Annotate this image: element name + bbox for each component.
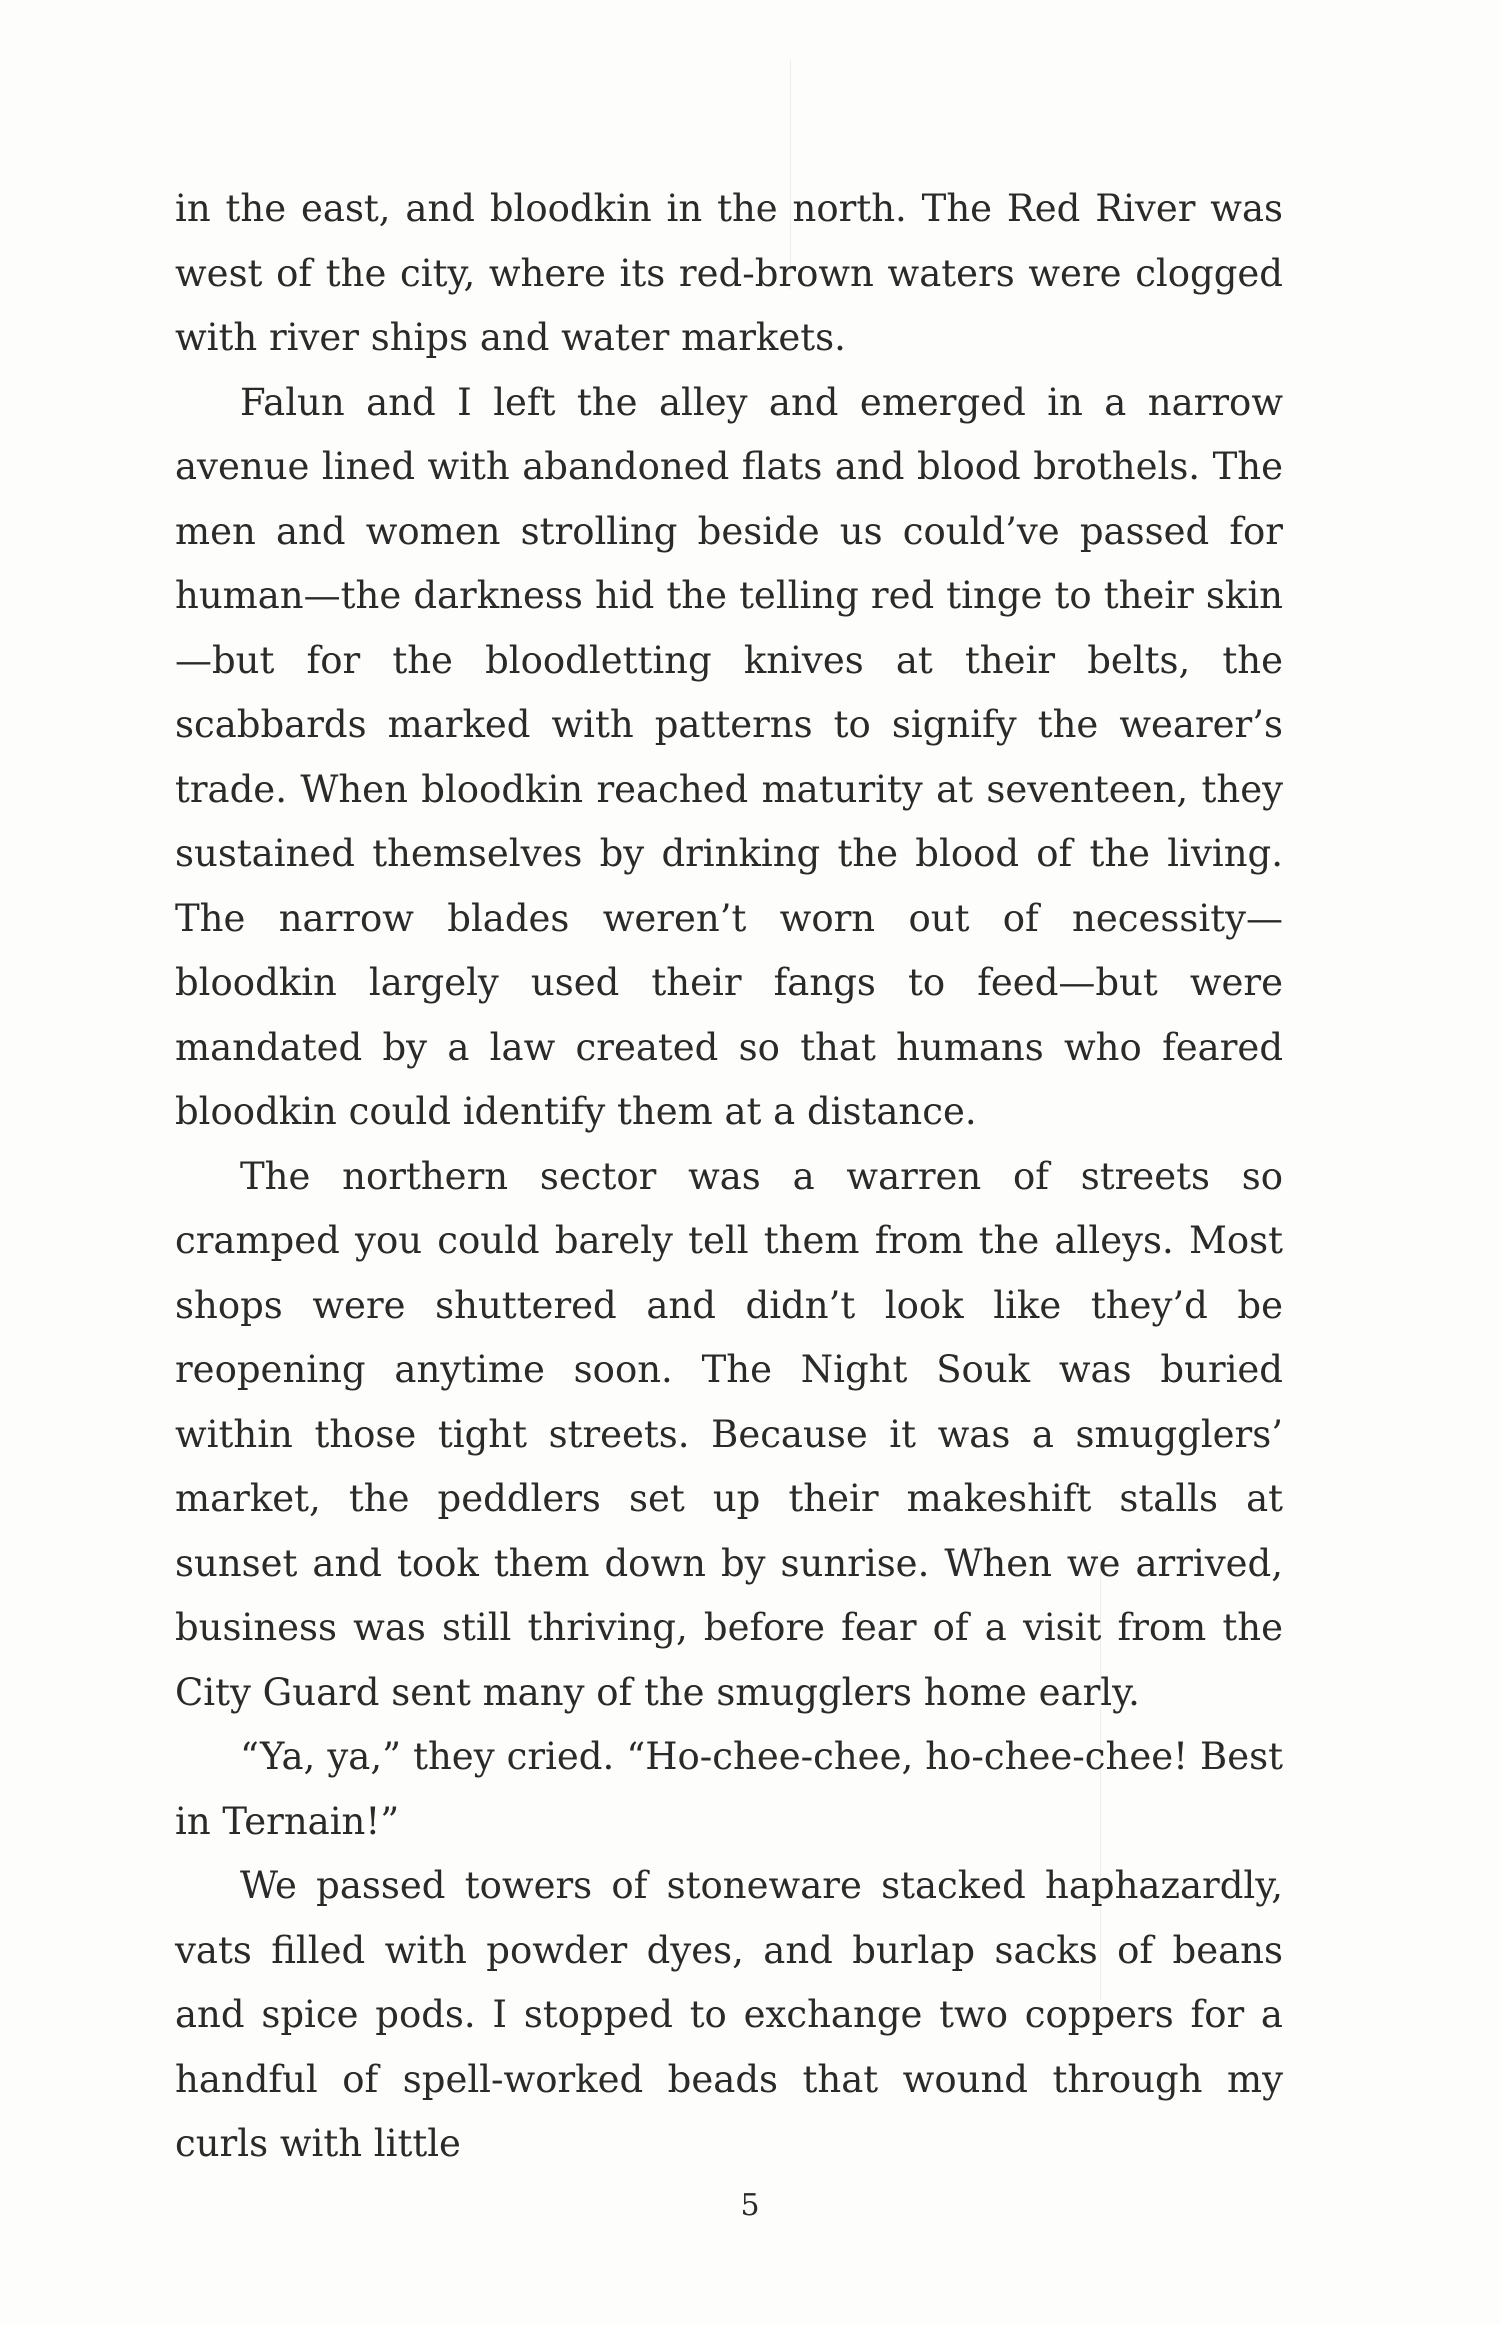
paragraph-5: We passed towers of stoneware stacked haphazardly, vats filled with powder dyes, and burlap sacks of beans and spice pods. I stopped to exchange two coppers for a handful of spell-worked beads that wound through my curls with little xyxy=(175,1864,1283,2165)
paragraph-4: “Ya, ya,” they cried. “Ho-chee-chee, ho-chee-chee! Best in Ternain!” xyxy=(175,1735,1283,1843)
page-number: 5 xyxy=(740,2188,760,2223)
paragraph-1: in the east, and bloodkin in the north. The Red River was west of the city, where its red-brown waters were clogged with river ships and water markets. xyxy=(175,187,1283,359)
body-text xyxy=(175,177,1283,2177)
paragraph-3: The northern sector was a warren of streets so cramped you could barely tell them from the alleys. Most shops were shuttered and didn’t look like they’d be reopening anytime soon. The Night Souk was buried within those tight streets. Because it was a smugglers’ market, the peddlers set up their makeshift stalls at sunset and took them down by sunrise. When we arrived, business was still thriving, before fear of a visit from the City Guard sent many of the smugglers home early. xyxy=(175,1154,1283,1714)
paragraph-2: Falun and I left the alley and emerged in a narrow avenue lined with abandoned flats and blood brothels. The men and women strolling beside us could’ve passed for human—the darkness hid the telling red tinge to their skin—but for the bloodletting knives at their belts, the scabbards marked with patterns to signify the wearer’s trade. When bloodkin reached maturity at seventeen, they sustained themselves by drinking the blood of the living. The narrow blades weren’t worn out of necessity—bloodkin largely used their fangs to feed—but were mandated by a law created so that humans who feared bloodkin could identify them at a distance. xyxy=(175,380,1283,1133)
